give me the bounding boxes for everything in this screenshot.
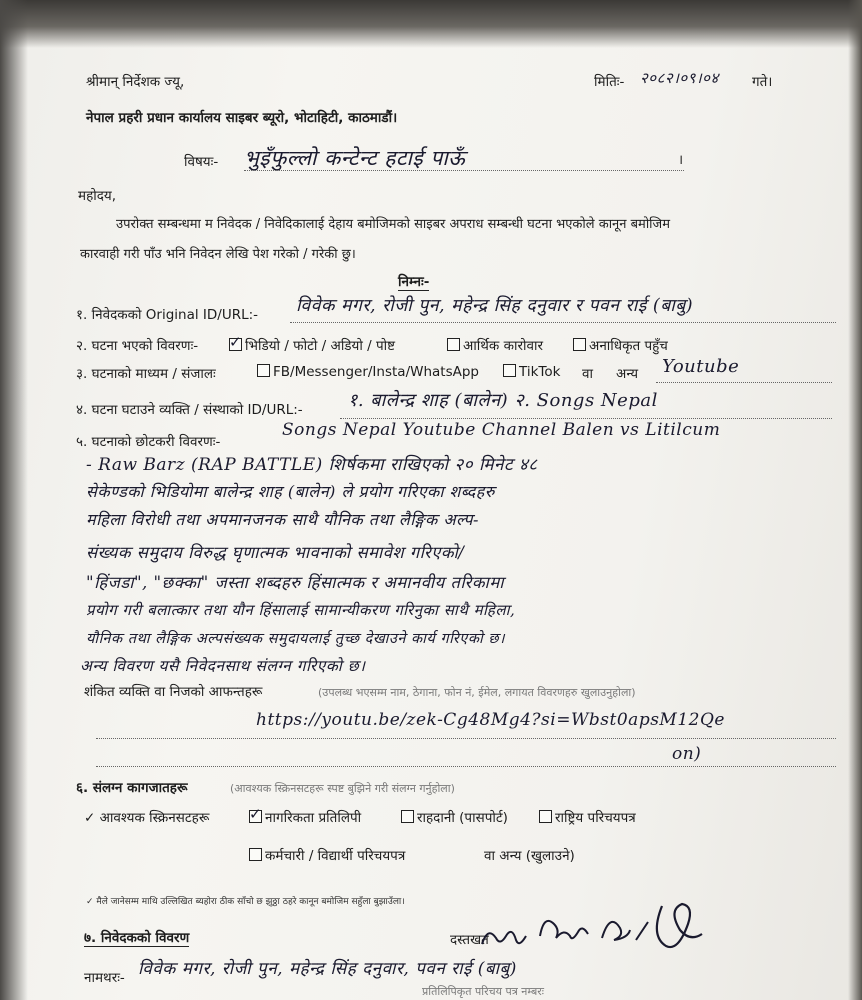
salutation: श्रीमान् निर्देशक ज्यू, <box>86 74 185 90</box>
item5-line-5: "हिंजडा", "छक्का" जस्ता शब्दहरु हिंसात्मक र अमानवीय तरिकामा <box>86 573 504 592</box>
intro-line-2: कारवाही गरी पाँउ भनि निवेदन लेखि पेश गरेको / गरेकी छु। <box>80 247 356 262</box>
signature-label: दस्तखत <box>450 932 489 948</box>
item4-line <box>340 418 832 419</box>
photo-shadow-left <box>0 0 28 1000</box>
date-value: २०८२।०९।०४ <box>640 69 719 87</box>
subject-underline <box>244 170 684 171</box>
suspect-hint: (उपलब्ध भएसम्म नाम, ठेगाना, फोन नं, ईमेल, लगायत विवरणहरु खुलाउनुहोला) <box>318 686 636 699</box>
attach-national-id-text: राष्ट्रिय परिचयपत्र <box>555 810 636 826</box>
item2-option-financial[interactable] <box>444 336 543 354</box>
attach-passport-text: राहदानी (पासपोर्ट) <box>417 810 508 826</box>
date-suffix: गते। <box>752 74 773 90</box>
suspect-label: शंकित व्यक्ति वा निजको आफन्तहरू <box>84 684 263 700</box>
item2-media-text: भिडियो / फोटो / अडियो / पोष्ट <box>245 338 396 354</box>
item3-fb-text: FB/Messenger/Insta/WhatsApp <box>273 364 479 380</box>
attach-passport-checkbox[interactable] <box>401 810 414 823</box>
attach-citizenship-checkbox[interactable] <box>249 810 262 823</box>
subject-label: विषयः- <box>184 154 219 170</box>
suspect-line-1 <box>96 738 836 739</box>
date-label: मितिः- <box>594 74 625 90</box>
item1-label: १. निवेदकको Original ID/URL:- <box>76 307 259 323</box>
intro-line-1: उपरोक्त सम्बन्धमा म निवेदक / निवेदिकालाई देहाय बमोजिमको साइबर अपराध सम्बन्धी घटना भएकोले कानून बमोजिम <box>116 217 670 232</box>
tick-icon: ✓ <box>84 810 96 826</box>
item4-value: १. बालेन्द्र शाह (बालेन) २. Songs Nepal <box>348 390 658 411</box>
greeting: महोदय, <box>78 188 117 204</box>
attach-option-screenshots[interactable] <box>84 808 209 826</box>
attach-option-passport[interactable] <box>398 808 508 826</box>
applicant-label: ७. निवेदकको विवरण <box>84 930 190 946</box>
item5-line-4: संख्यक समुदाय विरुद्ध घृणात्मक भावनाको समावेश गरिएको/ <box>86 543 465 562</box>
item5-line-3: महिला विरोधी तथा अपमानजनक साथै यौनिक तथा लैङ्गिक अल्प- <box>86 510 479 529</box>
item2-label: २. घटना भएको विवरणः- <box>76 338 199 354</box>
item5-line-6: प्रयोग गरी बलात्कार तथा यौन हिंसालाई सामान्यीकरण गरिनुका साथै महिला, <box>86 601 516 619</box>
item2-financial-text: आर्थिक कारोवार <box>463 338 543 354</box>
item2-option-media[interactable] <box>226 336 395 354</box>
item5-line-2: सेकेण्डको भिडियोमा बालेन्द्र शाह (बालेन) ले प्रयोग गरिएका शब्दहरु <box>86 482 495 501</box>
item2-option-unauthorized[interactable] <box>570 336 668 354</box>
attach-option-citizenship[interactable] <box>246 808 361 826</box>
name-label: नामथरः- <box>84 970 125 986</box>
item3-other-value: Youtube <box>662 356 740 377</box>
item5-line-8: अन्य विवरण यसै निवेदनसाथ संलग्न गरिएको छ। <box>80 657 366 675</box>
attach-employee-id-text: कर्मचारी / विद्यार्थी परिचयपत्र <box>265 848 406 864</box>
item3-fb-checkbox[interactable] <box>257 364 270 377</box>
name-value: विवेक मगर, रोजी पुन, महेन्द्र सिंह दनुवार, पवन राई (बाबु) <box>138 959 517 979</box>
id-label: प्रतिलिपिकृत परिचय पत्र नम्बरः <box>422 985 544 998</box>
item1-line <box>290 322 836 323</box>
item2-unauthorized-checkbox[interactable] <box>573 338 586 351</box>
recipient-address: नेपाल प्रहरी प्रधान कार्यालय साइबर ब्यूरो, भोटाहिटी, काठमाडौं। <box>86 110 398 126</box>
item5-line-1: - Raw Barz (RAP BATTLE) शिर्षकमा राखिएको २० मिनेट ४८ <box>86 455 538 475</box>
attachments-hint: (आवश्यक स्क्रिनसटहरू स्पष्ट बुझिने गरी संलग्न गर्नुहोला) <box>230 782 455 795</box>
item3-option-fb[interactable] <box>254 364 479 380</box>
item3-or: वा <box>582 366 594 382</box>
url-line-1: https://youtu.be/zek-Cg48Mg4?si=Wbst0apsM12Qe <box>256 710 725 730</box>
item3-other-label: अन्य <box>616 366 639 382</box>
attach-option-national-id[interactable] <box>536 808 636 826</box>
item2-unauthorized-text: अनाधिकृत पहुँच <box>589 338 668 354</box>
item3-option-tiktok[interactable] <box>500 364 560 380</box>
item2-media-checkbox[interactable] <box>229 338 242 351</box>
url-line-2: on) <box>672 744 702 764</box>
attachments-label: ६. संलग्न कागजातहरू <box>76 780 188 796</box>
item3-tiktok-text: TikTok <box>519 364 561 380</box>
attach-national-id-checkbox[interactable] <box>539 810 552 823</box>
item3-tiktok-checkbox[interactable] <box>503 364 516 377</box>
declaration-text: ✓ मैले जानेसम्म माथि उल्लिखित ब्यहोरा ठीक साँचो छ झुठ्ठा ठहरे कानून बमोजिम सहुँला बुझाउँला। <box>86 897 405 907</box>
item4-label: ४. घटना घटाउने व्यक्ति / संस्थाको ID/URL:- <box>76 402 303 418</box>
item3-other-line <box>656 382 832 383</box>
suspect-line-2 <box>96 766 836 767</box>
photo-shadow-right <box>848 0 862 1000</box>
item1-value: विवेक मगर, रोजी पुन, महेन्द्र सिंह दनुवार र पवन राई (बाबु) <box>296 296 694 316</box>
item5-first-line: Songs Nepal Youtube Channel Balen vs Litilcum <box>282 420 721 440</box>
attach-screenshots-text: आवश्यक स्क्रिनसटहरू <box>99 810 210 826</box>
attach-option-employee-id[interactable] <box>246 846 405 864</box>
attach-citizenship-text: नागरिकता प्रतिलिपी <box>265 810 362 826</box>
photo-shadow-top <box>0 0 862 48</box>
item3-label: ३. घटनाको माध्यम / संजालः <box>76 366 216 382</box>
item2-financial-checkbox[interactable] <box>447 338 460 351</box>
attach-option-other: वा अन्य (खुलाउने) <box>484 848 575 864</box>
attach-employee-id-checkbox[interactable] <box>249 848 262 861</box>
subject-value: भुइँफुल्लो कन्टेन्ट हटाई पाऊँ <box>244 146 466 170</box>
section-title: निम्नः- <box>398 274 430 290</box>
subject-end-mark: । <box>678 152 684 168</box>
item5-line-7: यौनिक तथा लैङ्गिक अल्पसंख्यक समुदायलाई तुच्छ देखाउने कार्य गरिएको छ। <box>86 631 505 647</box>
item5-label: ५. घटनाको छोटकरी विवरणः- <box>76 434 221 450</box>
